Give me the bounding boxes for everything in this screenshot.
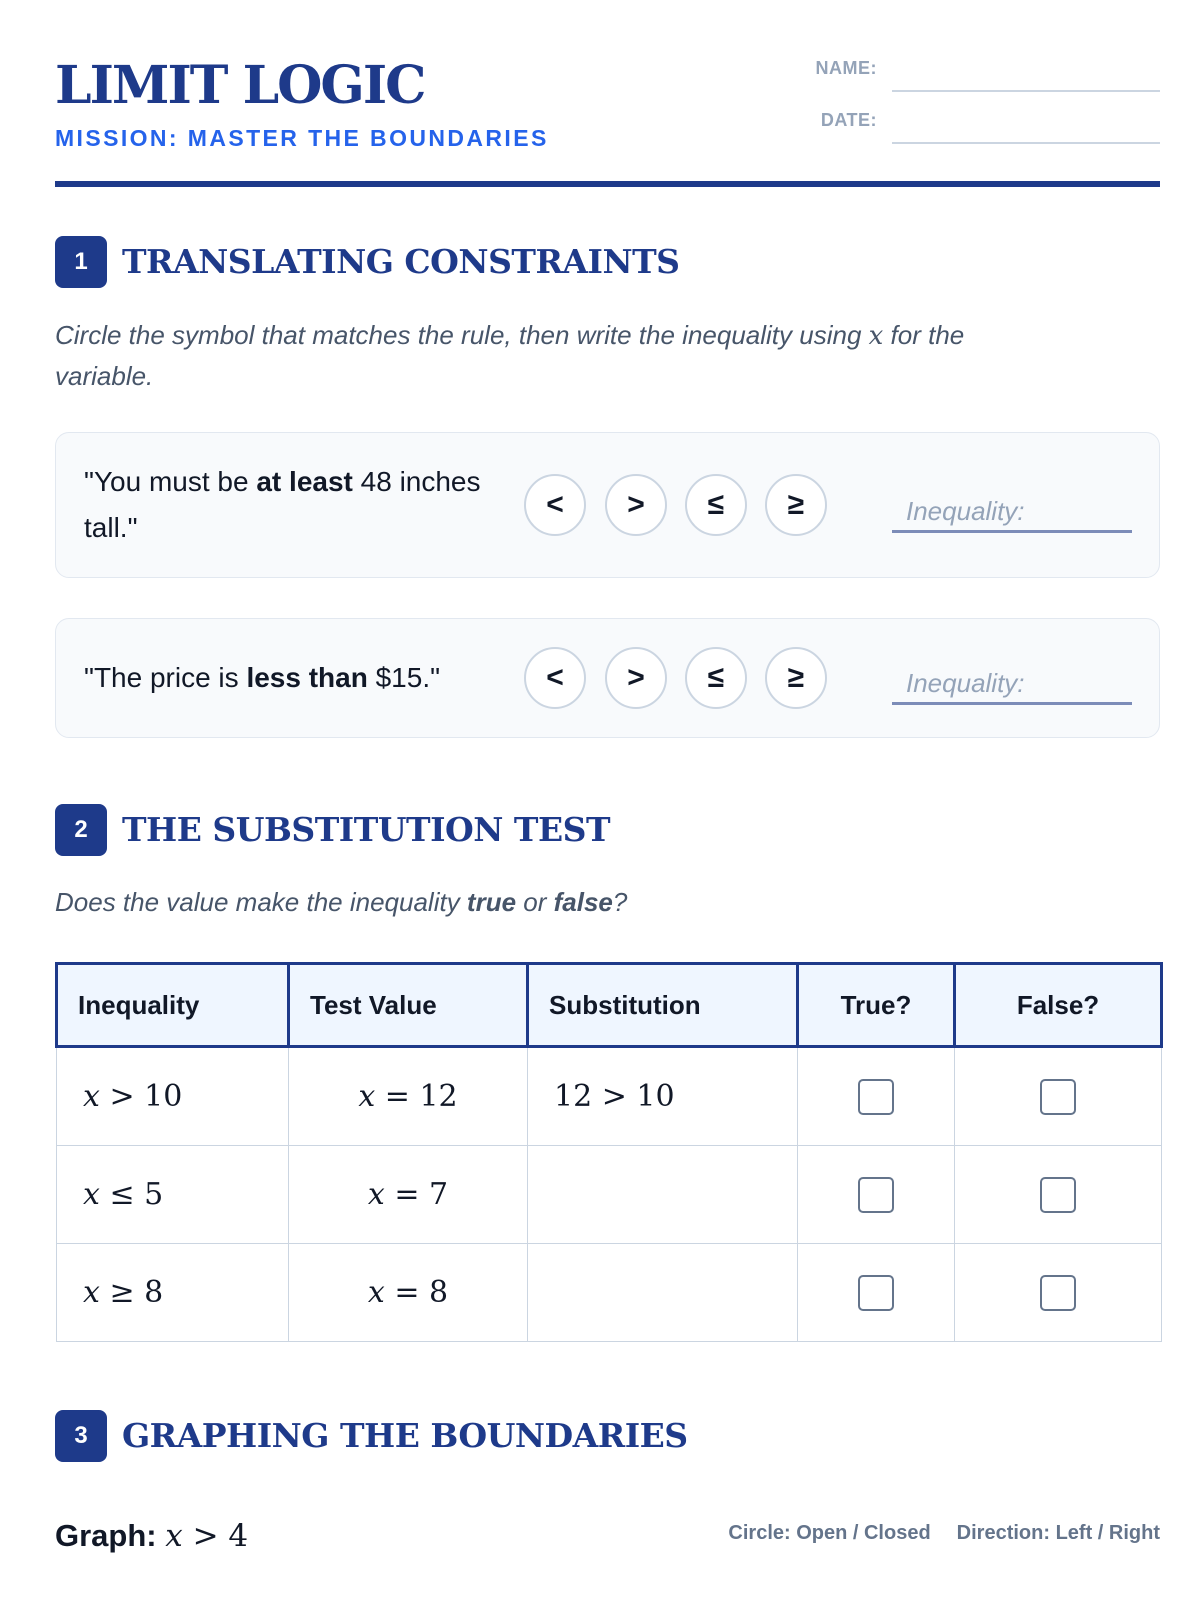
name-label: NAME: [815,58,877,78]
symbol-greater-equal-1[interactable]: ≥ [765,474,827,536]
symbol-greater-than-2[interactable]: > [605,647,667,709]
graph-options [728,1522,1160,1545]
section-2-title: THE SUBSTITUTION TEST [122,810,611,849]
symbol-greater-than-1[interactable]: > [605,474,667,536]
symbol-less-than-1[interactable]: < [524,474,586,536]
inequality-cell: x ≤ 5 [57,1146,289,1244]
true-cell [798,1146,955,1244]
direction-option[interactable]: Direction: Left / Right [956,1522,1160,1544]
false-checkbox[interactable] [1040,1275,1076,1311]
inequality-cell: x ≥ 8 [57,1244,289,1342]
substitution-cell[interactable] [528,1244,798,1342]
section-1-instruction: Circle the symbol that matches the rule, then write the inequality using x for the variable. [55,320,965,391]
constraint-text-1: "You must be at least 48 inches tall." [84,466,481,543]
table-row [57,1146,1162,1244]
table-row [57,1244,1162,1342]
date-label: DATE: [820,110,877,130]
section-1-title: TRANSLATING CONSTRAINTS [122,242,680,281]
section-1-badge: 1 [55,236,107,288]
date-line[interactable] [892,142,1160,144]
date-field[interactable] [755,104,1160,144]
constraint-card-2 [55,618,1160,738]
section-3-title: GRAPHING THE BOUNDARIES [122,1416,688,1455]
column-header-inequality: Inequality [57,964,289,1047]
column-header-false: False? [955,964,1162,1047]
inequality-answer-2[interactable]: Inequality: [892,661,1132,705]
page-subtitle: MISSION: MASTER THE BOUNDARIES [55,125,549,151]
symbol-less-than-2[interactable]: < [524,647,586,709]
name-field[interactable] [755,52,1160,92]
table-header-row [57,964,1162,1047]
column-header-substitution: Substitution [528,964,798,1047]
graph-prompt: Graph: x > 4 [55,1518,249,1554]
test-value-cell: x = 7 [289,1146,528,1244]
test-value-cell: x = 12 [289,1047,528,1146]
substitution-cell[interactable] [528,1146,798,1244]
name-line[interactable] [892,90,1160,92]
inequality-cell: x > 10 [57,1047,289,1146]
table-row [57,1047,1162,1146]
column-header-test-value: Test Value [289,964,528,1047]
false-checkbox[interactable] [1040,1079,1076,1115]
true-cell [798,1244,955,1342]
section-2-badge: 2 [55,804,107,856]
header-divider [55,181,1160,187]
symbol-greater-equal-2[interactable]: ≥ [765,647,827,709]
false-cell [955,1244,1162,1342]
false-cell [955,1146,1162,1244]
substitution-table [55,962,1163,1342]
true-checkbox[interactable] [858,1177,894,1213]
test-value-cell: x = 8 [289,1244,528,1342]
symbol-less-equal-2[interactable]: ≤ [685,647,747,709]
symbol-less-equal-1[interactable]: ≤ [685,474,747,536]
constraint-text-2: "The price is less than $15." [84,662,441,693]
section-3-badge: 3 [55,1410,107,1462]
true-checkbox[interactable] [858,1079,894,1115]
false-cell [955,1047,1162,1146]
true-checkbox[interactable] [858,1275,894,1311]
constraint-card-1 [55,432,1160,578]
page-title: LIMIT LOGIC [55,55,425,116]
circle-option[interactable]: Circle: Open / Closed [728,1522,931,1544]
substitution-cell[interactable]: 12 > 10 [528,1047,798,1146]
section-2-instruction: Does the value make the inequality true or false? [55,887,628,917]
true-cell [798,1047,955,1146]
inequality-answer-1[interactable]: Inequality: [892,489,1132,533]
false-checkbox[interactable] [1040,1177,1076,1213]
column-header-true: True? [798,964,955,1047]
